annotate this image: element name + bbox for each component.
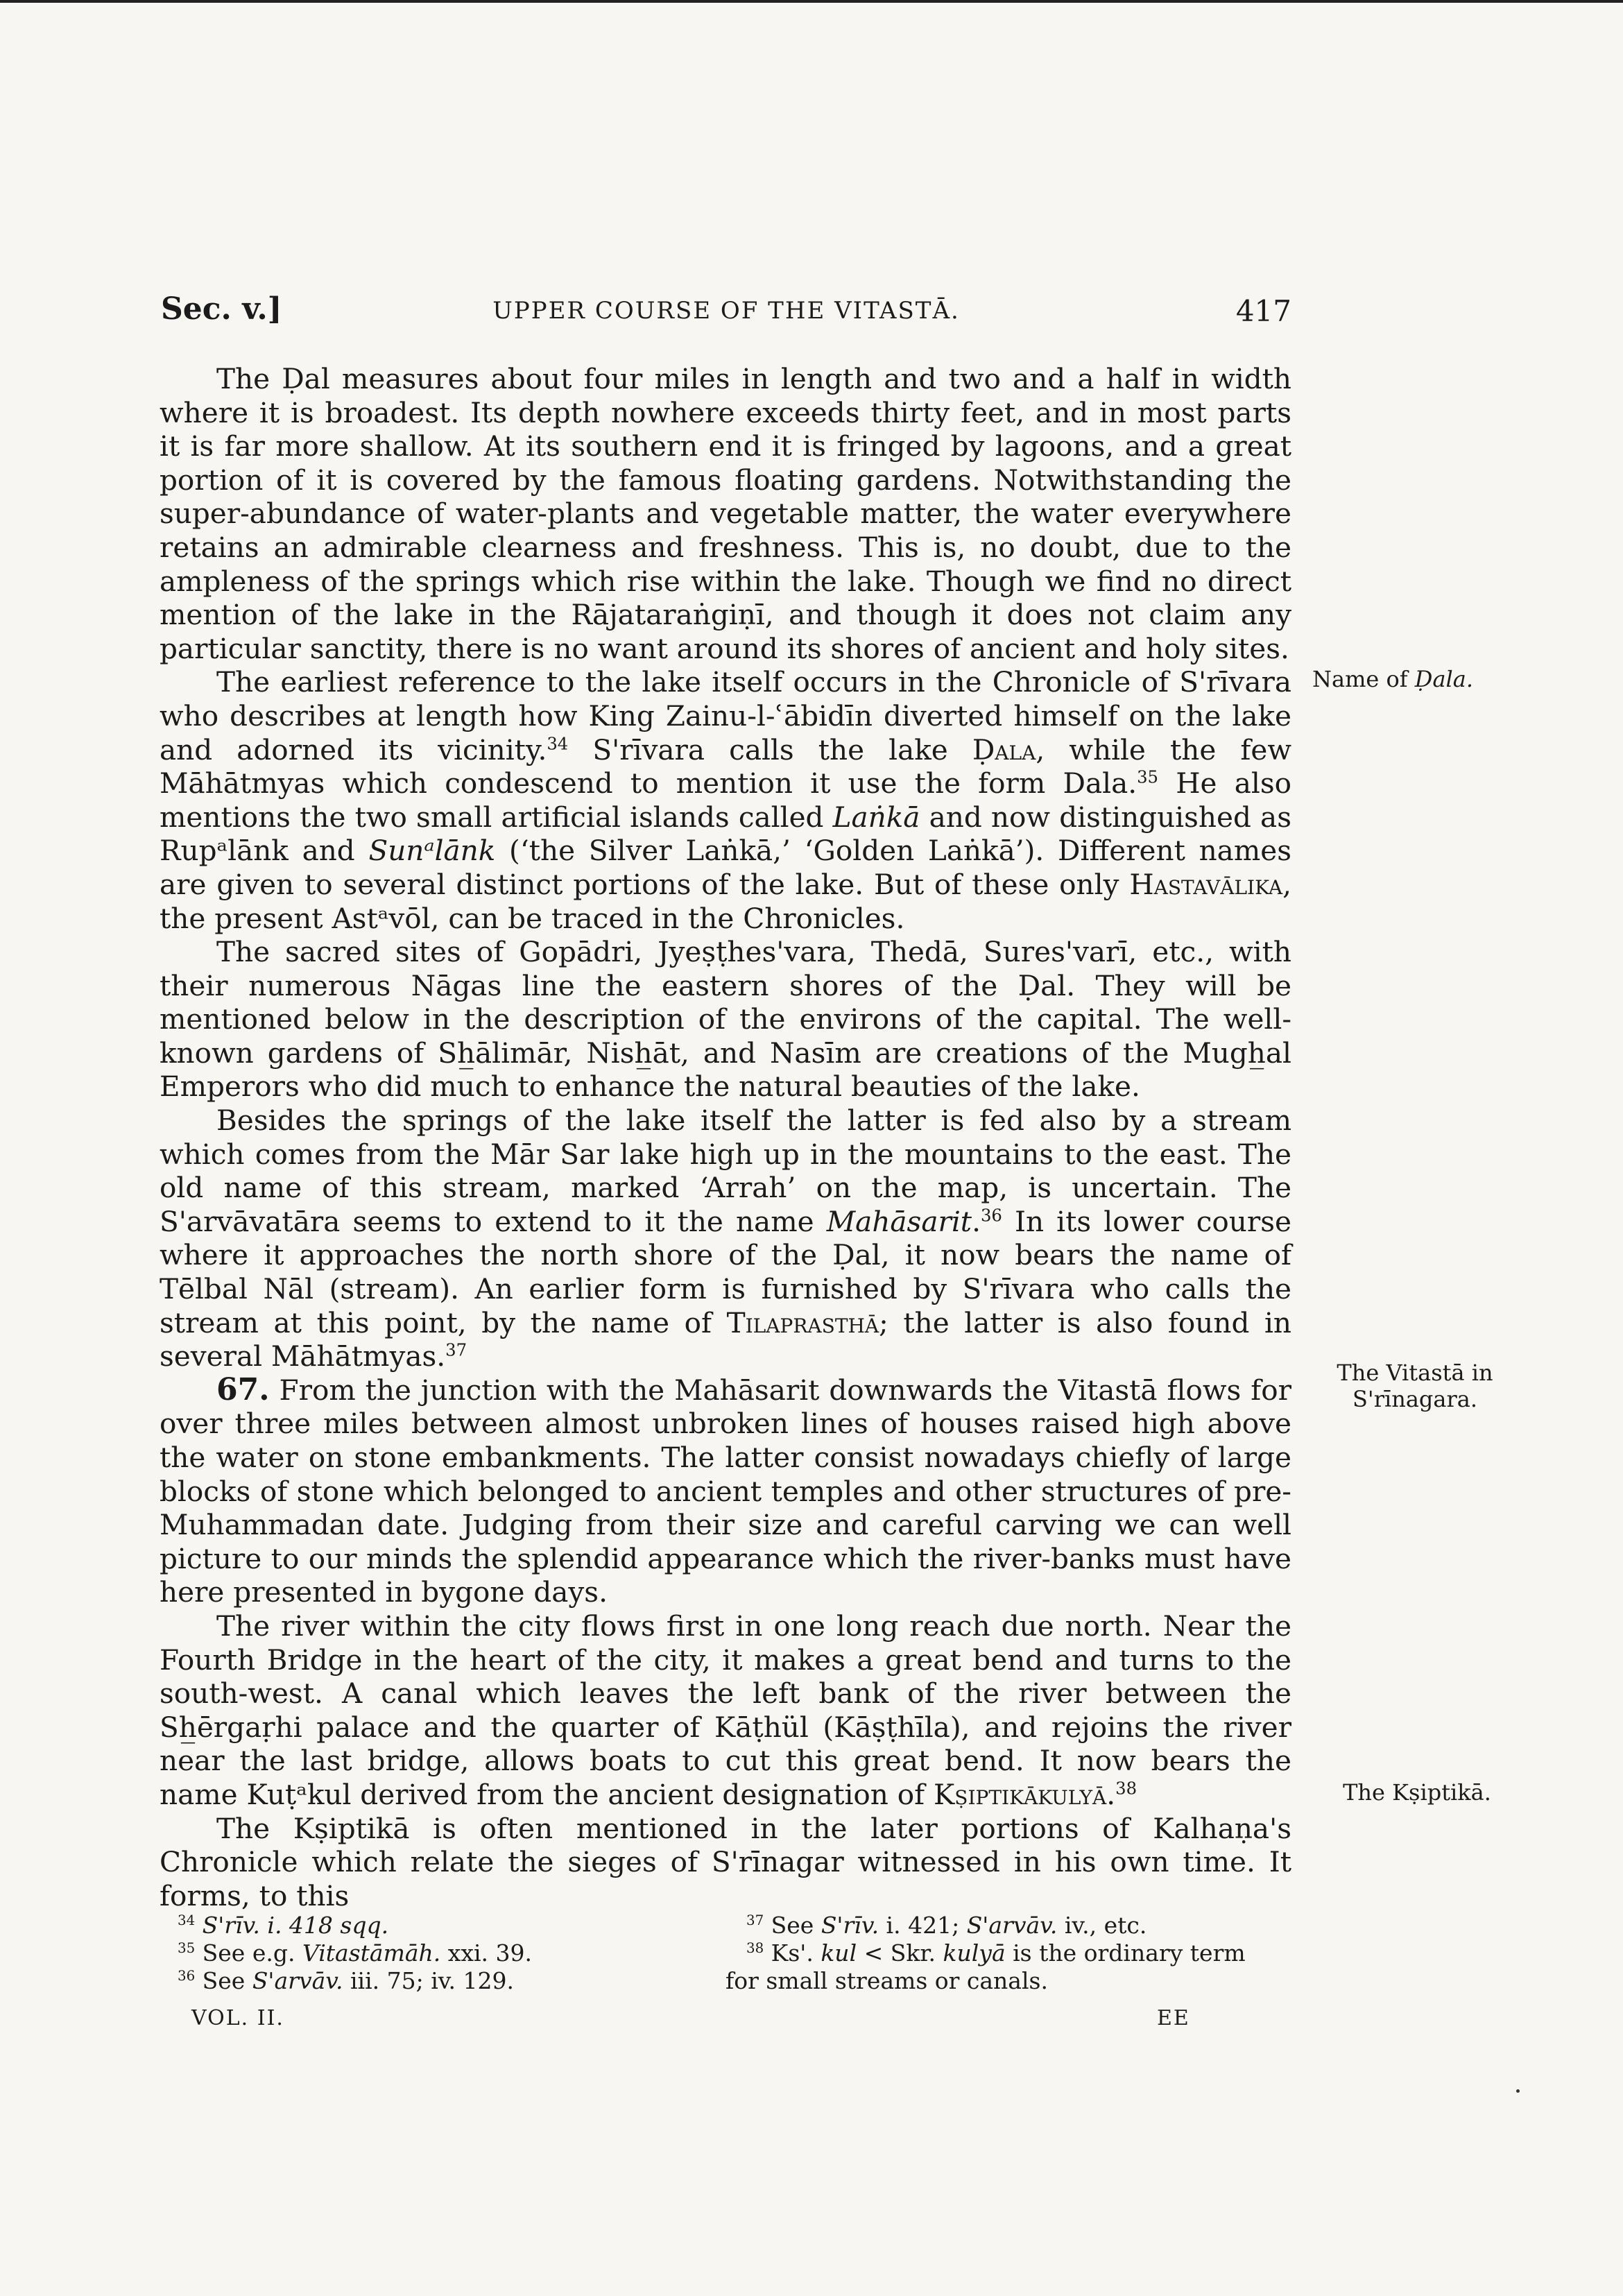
section-label: Sec. v.] (161, 291, 282, 327)
term-sunlank: Sunᵃlānk (368, 834, 496, 868)
signature-mark: EE (1157, 2006, 1190, 2030)
footnotes-right-column (725, 1912, 1287, 1995)
term-mahasarit: Mahāsarit (826, 1204, 972, 1238)
footnote-ref-37: 37 (445, 1339, 467, 1360)
section-number: 67. (216, 1371, 270, 1407)
footnote-37: $^{37}$ See S'rīv. i. 421; S'arvāv. iv., etc. (746, 1912, 1147, 1939)
paragraph-name-of-dala: The earliest reference to the lake itself occurs in the Chronicle of S'rīvara who describes at length how King Zainu-l-ʿābidīn diverted himself on the lake and adorned its vicinity.$^{34}$ S'rīvara calls the lake Ḍala, while the few Māhātmyas which condescend to mention it use the form Dala.$^{35}$ He also mentions the two small artificial islands called Laṅkā and now distinguished as Rupᵃlānk and Sunᵃlānk (‘the Silver Laṅkā,’ ‘Golden Laṅkā’). Different names are given to several distinct portions of the lake. But of these only Hastavālika, the present Astᵃvōl, can be traced in the Chronicles. (160, 665, 1291, 935)
paragraph-section-67: 67. From the junction with the Mahāsarit downwards the Vitastā flows for over three miles between almost unbroken lines of houses raised high above the water on stone embankments. The latter consist nowadays chiefly of large blocks of stone which belonged to ancient temples and other structures of pre-Muhammadan date. Judging from their size and careful carving we can well picture to our minds the splendid appearance which the river-banks must have here presented in bygone days. (160, 1371, 1291, 1609)
term-hastavalika: Hastavālika (1129, 867, 1283, 901)
scan-speck (1516, 2089, 1520, 2093)
volume-label: VOL. II. (191, 2006, 284, 2030)
paragraph-river-city: The river within the city flows first in one long reach due north. Near the Fourth Bridge in the heart of the city, it makes a great bend and turns to the south-west. A canal which leaves the left bank of the river between the Sh̲ērgaṛhi palace and the quarter of Kāṭhül (Kāṣṭhīla), and rejoins the river near the last bridge, allows boats to cut this great bend. It now bears the name Kuṭᵃkul derived from the ancient designation of Kṣiptikākulyā.$^{38}$ (160, 1609, 1291, 1811)
margin-note-ksiptika: The Kṣiptikā. (1343, 1779, 1491, 1806)
paragraph-sacred-sites: The sacred sites of Gopādri, Jyeṣṭhes'vara, Thedā, Sures'varī, etc., with their numerous Nāgas line the eastern shores of the Ḍal. They will be mentioned below in the description of the environs of the capital. The well-known gardens of Sh̲ālimār, Nish̲āt, and Nasīm are creations of the Mugh̲al Emperors who did much to enhance the natural beauties of the lake. (160, 935, 1291, 1104)
term-lanka: Laṅkā (832, 800, 920, 834)
footnote-38: $^{38}$ Ks'. kul < Skr. kulyā is the ordinary term (746, 1939, 1246, 1967)
footnote-ref-38: 38 (1115, 1778, 1137, 1799)
footnote-35: $^{35}$ See e.g. Vitastāmāh. xxi. 39. (178, 1939, 533, 1967)
footnote-36: $^{36}$ See S'arvāv. iii. 75; iv. 129. (178, 1967, 514, 1994)
footnote-34: $^{34}$ S'rīv. i. 418 sqq. (178, 1912, 389, 1939)
term-ksiptikakulya: Kṣiptikākulyā (934, 1777, 1107, 1811)
scan-top-edge (0, 0, 1623, 3)
paragraph-ksiptika: The Kṣiptikā is often mentioned in the later portions of Kalhaṇa's Chronicle which relate the sieges of S'rīnagar witnessed in his own time. It forms, to this (160, 1811, 1291, 1912)
main-text (160, 362, 1291, 1912)
footnote-38-continued: for small streams or canals. (725, 1967, 1048, 1994)
running-title: UPPER COURSE OF THE VITASTĀ. (492, 297, 960, 325)
paragraph-mahasarit: Besides the springs of the lake itself the latter is fed also by a stream which comes from the Mār Sar lake high up in the mountains to the east. The old name of this stream, marked ‘Arrah’ on the map, is uncertain. The S'arvāvatāra seems to extend to it the name Mahāsarit.$^{36}$ In its lower course where it approaches the north shore of the Ḍal, it now bears the name of Tēlbal Nāl (stream). An earlier form is furnished by S'rīvara who calls the stream at this point, by the name of Tilaprasthā; the latter is also found in several Māhātmyas.$^{37}$ (160, 1104, 1292, 1373)
term-tilaprastha: Tilaprasthā (726, 1305, 879, 1339)
footnote-ref-34: 34 (547, 733, 569, 754)
running-header (161, 291, 1291, 333)
footnotes-left-column (178, 1912, 719, 1995)
page-number: 417 (1235, 294, 1291, 328)
term-dala: Ḍala (972, 733, 1036, 766)
footnote-ref-36: 36 (980, 1205, 1002, 1226)
margin-note-name-of-dala: Name of Ḍala. (1312, 666, 1474, 692)
footnote-ref-35: 35 (1137, 766, 1159, 787)
margin-note-vitasta: The Vitastā in S'rīnagara. (1337, 1360, 1493, 1412)
paragraph-dal-description: The Ḍal measures about four miles in length and two and a half in width where it is broadest. Its depth nowhere exceeds thirty feet, and in most parts it is far more shallow. At its southern end it is fringed by lagoons, and a great portion of it is covered by the famous floating gardens. Notwithstanding the super-abundance of water-plants and vegetable matter, the water everywhere retains an admirable clearness and freshness. This is, no doubt, due to the ampleness of the springs which rise within the lake. Though we find no direct mention of the lake in the Rājataraṅgiṇī, and though it does not claim any particular sanctity, there is no want around its shores of ancient and holy sites. (160, 362, 1291, 665)
